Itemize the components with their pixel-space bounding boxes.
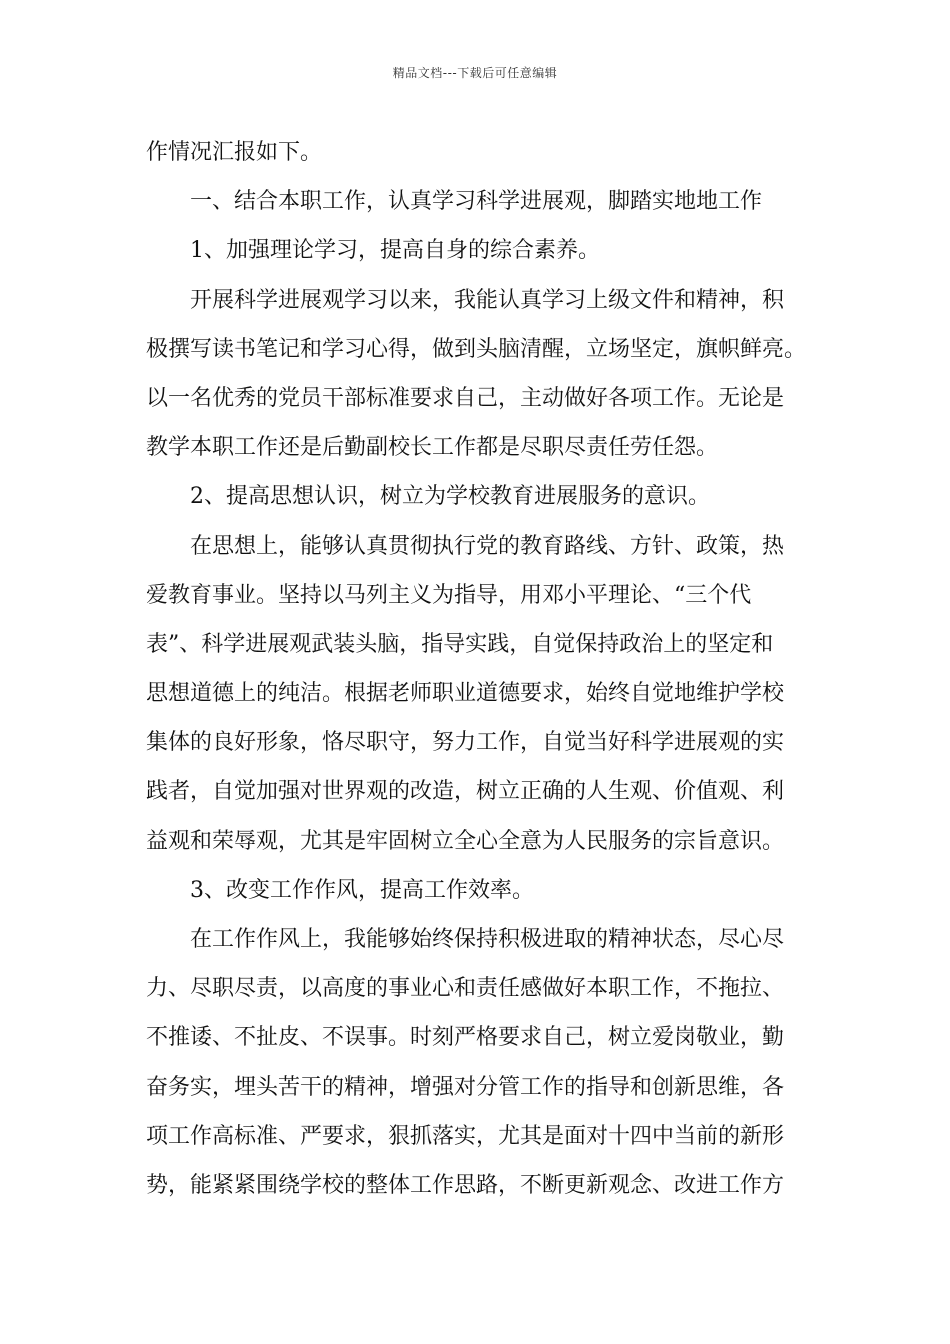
text-line: 不推诿、不扯皮、不误事。时刻严格要求自己，树立爱岗敬业，勤 bbox=[146, 1025, 785, 1051]
text-line: 极撰写读书笔记和学习心得，做到头脑清醒，立场坚定，旗帜鲜亮。 bbox=[146, 336, 807, 362]
text-line: 集体的良好形象，恪尽职守，努力工作，自觉当好科学进展观的实 bbox=[146, 730, 785, 756]
text-line: 以一名优秀的党员干部标准要求自己，主动做好各项工作。无论是 bbox=[146, 385, 785, 411]
text-line: 奋务实，埋头苦干的精神，增强对分管工作的指导和创新思维，各 bbox=[146, 1074, 785, 1100]
section-heading: 一、结合本职工作，认真学习科学进展观，脚踏实地地工作 bbox=[190, 189, 763, 215]
text-line: 开展科学进展观学习以来，我能认真学习上级文件和精神，积 bbox=[190, 287, 785, 313]
text-line: 表”、科学进展观武装头脑，指导实践，自觉保持政治上的坚定和 bbox=[146, 631, 774, 657]
text-line: 作情况汇报如下。 bbox=[146, 140, 323, 165]
document-body bbox=[146, 128, 818, 1210]
text-line: 思想道德上的纯洁。根据老师职业道德要求，始终自觉地维护学校 bbox=[146, 681, 785, 707]
text-line: 力、尽职尽责，以高度的事业心和责任感做好本职工作，不拖拉、 bbox=[146, 976, 785, 1002]
text-line: 势，能紧紧围绕学校的整体工作思路，不断更新观念、改进工作方 bbox=[146, 1172, 785, 1198]
subsection-heading: 1、加强理论学习，提高自身的综合素养。 bbox=[190, 238, 600, 264]
text-line: 项工作高标准、严要求，狠抓落实，尤其是面对十四中当前的新形 bbox=[146, 1123, 785, 1149]
text-line: 在工作作风上，我能够始终保持积极进取的精神状态，尽心尽 bbox=[190, 927, 785, 952]
text-line: 教学本职工作还是后勤副校长工作都是尽职尽责任劳任怨。 bbox=[146, 435, 719, 461]
text-line: 在思想上，能够认真贯彻执行党的教育路线、方针、政策，热 bbox=[190, 533, 785, 559]
page-header: 精品文档---下载后可任意编辑 bbox=[392, 66, 558, 80]
subsection-heading: 3、改变工作作风，提高工作效率。 bbox=[190, 877, 534, 903]
subsection-heading: 2、提高思想认识，树立为学校教育进展服务的意识。 bbox=[190, 484, 710, 510]
text-line: 爱教育事业。坚持以马列主义为指导，用邓小平理论、“三个代 bbox=[146, 582, 752, 608]
text-line: 益观和荣辱观，尤其是牢固树立全心全意为人民服务的宗旨意识。 bbox=[146, 828, 785, 854]
text-line: 践者，自觉加强对世界观的改造，树立正确的人生观、价值观、利 bbox=[146, 779, 785, 805]
